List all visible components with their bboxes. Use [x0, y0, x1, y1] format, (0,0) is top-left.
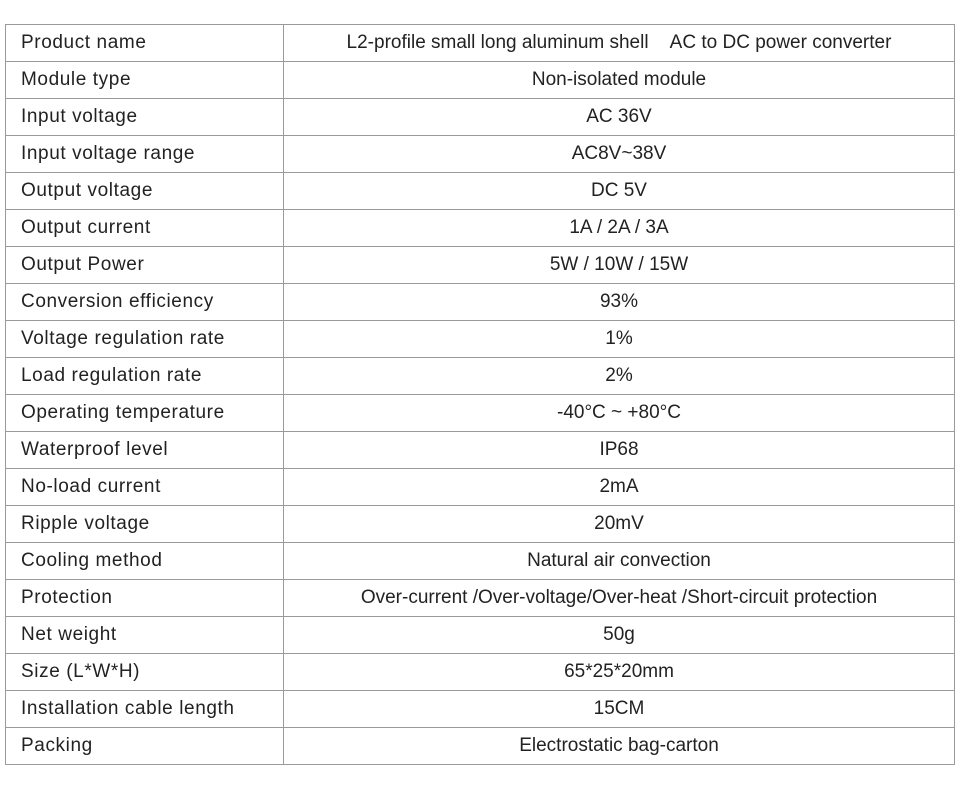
spec-label: Installation cable length	[6, 691, 284, 728]
spec-label: Waterproof level	[6, 432, 284, 469]
spec-value: 15CM	[284, 691, 955, 728]
table-row	[6, 99, 955, 136]
spec-label: Input voltage	[6, 99, 284, 136]
table-row	[6, 62, 955, 99]
spec-label: Load regulation rate	[6, 358, 284, 395]
table-row	[6, 728, 955, 765]
table-row	[6, 173, 955, 210]
table-row	[6, 25, 955, 62]
spec-value: AC8V~38V	[284, 136, 955, 173]
spec-label: Cooling method	[6, 543, 284, 580]
spec-value: 50g	[284, 617, 955, 654]
spec-label: Output voltage	[6, 173, 284, 210]
spec-value: 1A / 2A / 3A	[284, 210, 955, 247]
spec-value: IP68	[284, 432, 955, 469]
spec-value: DC 5V	[284, 173, 955, 210]
spec-value: 2%	[284, 358, 955, 395]
table-row	[6, 136, 955, 173]
table-row	[6, 469, 955, 506]
spec-value: Non-isolated module	[284, 62, 955, 99]
spec-label: Output Power	[6, 247, 284, 284]
table-row	[6, 580, 955, 617]
spec-value: AC 36V	[284, 99, 955, 136]
spec-label: No-load current	[6, 469, 284, 506]
table-row	[6, 284, 955, 321]
spec-label: Ripple voltage	[6, 506, 284, 543]
spec-value: 20mV	[284, 506, 955, 543]
table-row	[6, 321, 955, 358]
spec-label: Operating temperature	[6, 395, 284, 432]
spec-value: 65*25*20mm	[284, 654, 955, 691]
spec-value: Electrostatic bag-carton	[284, 728, 955, 765]
spec-label: Packing	[6, 728, 284, 765]
specification-table	[5, 24, 955, 765]
table-row	[6, 506, 955, 543]
spec-value: 2mA	[284, 469, 955, 506]
spec-label: Size (L*W*H)	[6, 654, 284, 691]
spec-label: Product name	[6, 25, 284, 62]
spec-value: Natural air convection	[284, 543, 955, 580]
spec-value: 1%	[284, 321, 955, 358]
table-row	[6, 210, 955, 247]
spec-label: Conversion efficiency	[6, 284, 284, 321]
spec-label: Net weight	[6, 617, 284, 654]
spec-label: Output current	[6, 210, 284, 247]
table-row	[6, 432, 955, 469]
table-row	[6, 617, 955, 654]
spec-label: Voltage regulation rate	[6, 321, 284, 358]
spec-label: Module type	[6, 62, 284, 99]
spec-value: L2-profile small long aluminum shell AC to DC power converter	[284, 25, 955, 62]
spec-label: Input voltage range	[6, 136, 284, 173]
spec-label: Protection	[6, 580, 284, 617]
table-row	[6, 654, 955, 691]
spec-value: 93%	[284, 284, 955, 321]
table-row	[6, 247, 955, 284]
table-row	[6, 395, 955, 432]
spec-value: 5W / 10W / 15W	[284, 247, 955, 284]
table-row	[6, 358, 955, 395]
table-row	[6, 543, 955, 580]
spec-value: -40°C ~ +80°C	[284, 395, 955, 432]
spec-value: Over-current /Over-voltage/Over-heat /Short-circuit protection	[284, 580, 955, 617]
table-row	[6, 691, 955, 728]
